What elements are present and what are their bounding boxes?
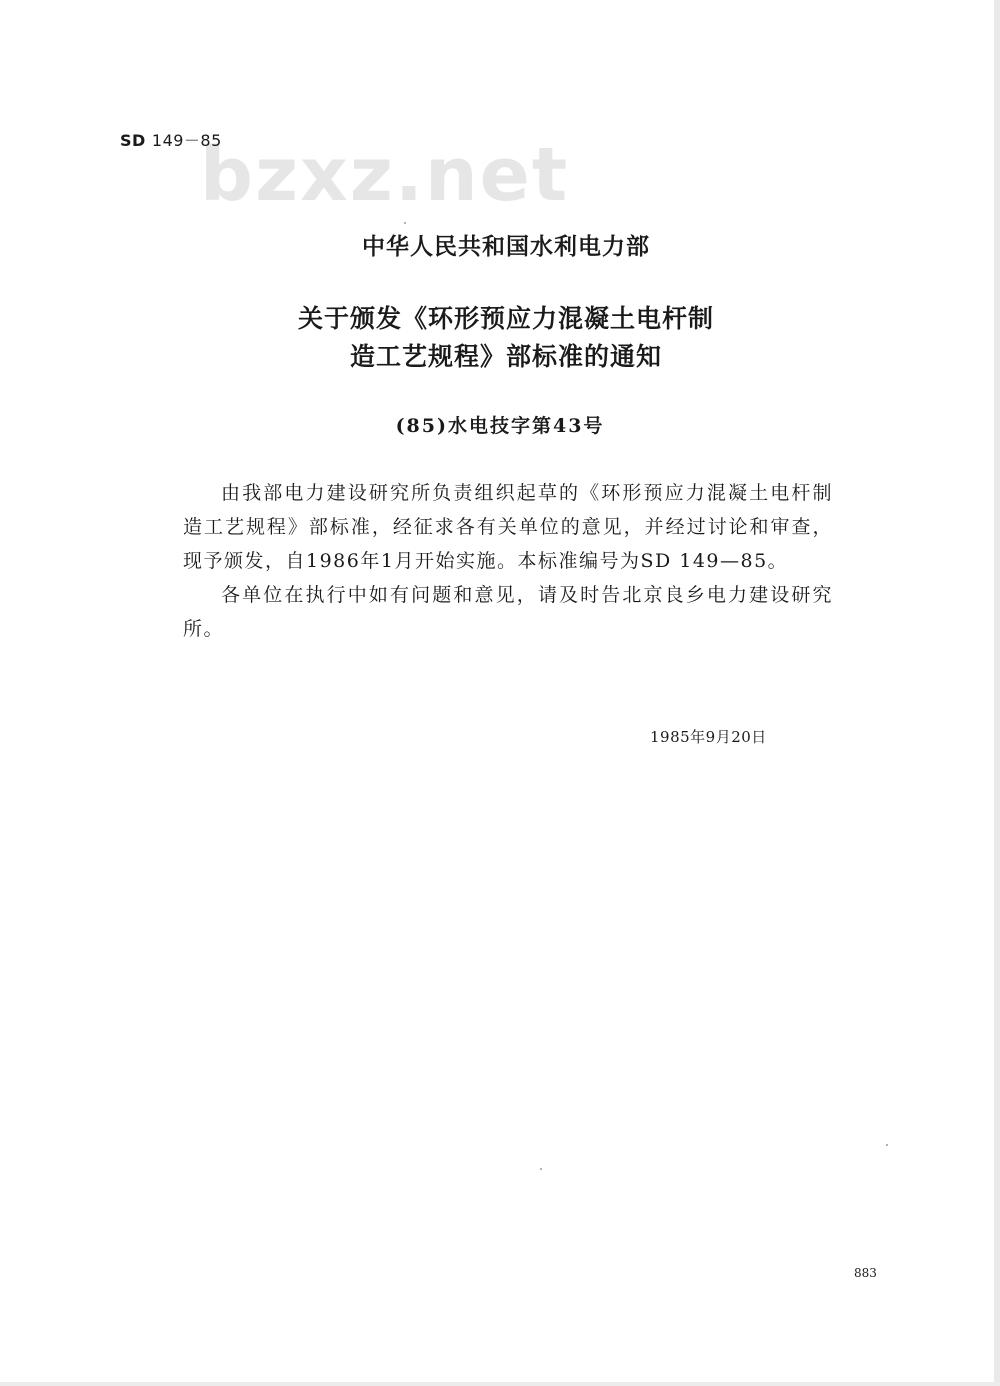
issuing-ministry: 中华人民共和国水利电力部 [362,234,650,260]
document-title-line-1: 关于颁发《环形预应力混凝土电杆制 [297,304,714,333]
page-edge-bottom [0,1382,1000,1386]
standard-code-number: 149－85 [151,131,222,150]
scan-speck [886,1144,888,1146]
watermark: bzxz.net [200,132,570,218]
standard-code-prefix: SD [120,131,146,150]
document-title-line-2: 造工艺规程》部标准的通知 [349,342,662,371]
body-text [183,476,833,646]
issue-date: 1985年9月20日 [650,728,767,746]
scan-speck [540,1168,542,1170]
document-number: (85)水电技字第43号 [395,415,605,437]
document-title [0,300,1000,376]
scan-speck [404,222,406,224]
page-number: 883 [854,1266,877,1280]
standard-code [120,128,222,151]
page-edge-right [994,0,1000,1386]
body-paragraph-1: 由我部电力建设研究所负责组织起草的《环形预应力混凝土电杆制造工艺规程》部标准，经征求各有关单位的意见，并经过讨论和审查，现予颁发，自1986年1月开始实施。本标准编号为SD 149—85。 [183,482,833,572]
body-paragraph-2: 各单位在执行中如有问题和意见，请及时告北京良乡电力建设研究所。 [183,584,833,640]
